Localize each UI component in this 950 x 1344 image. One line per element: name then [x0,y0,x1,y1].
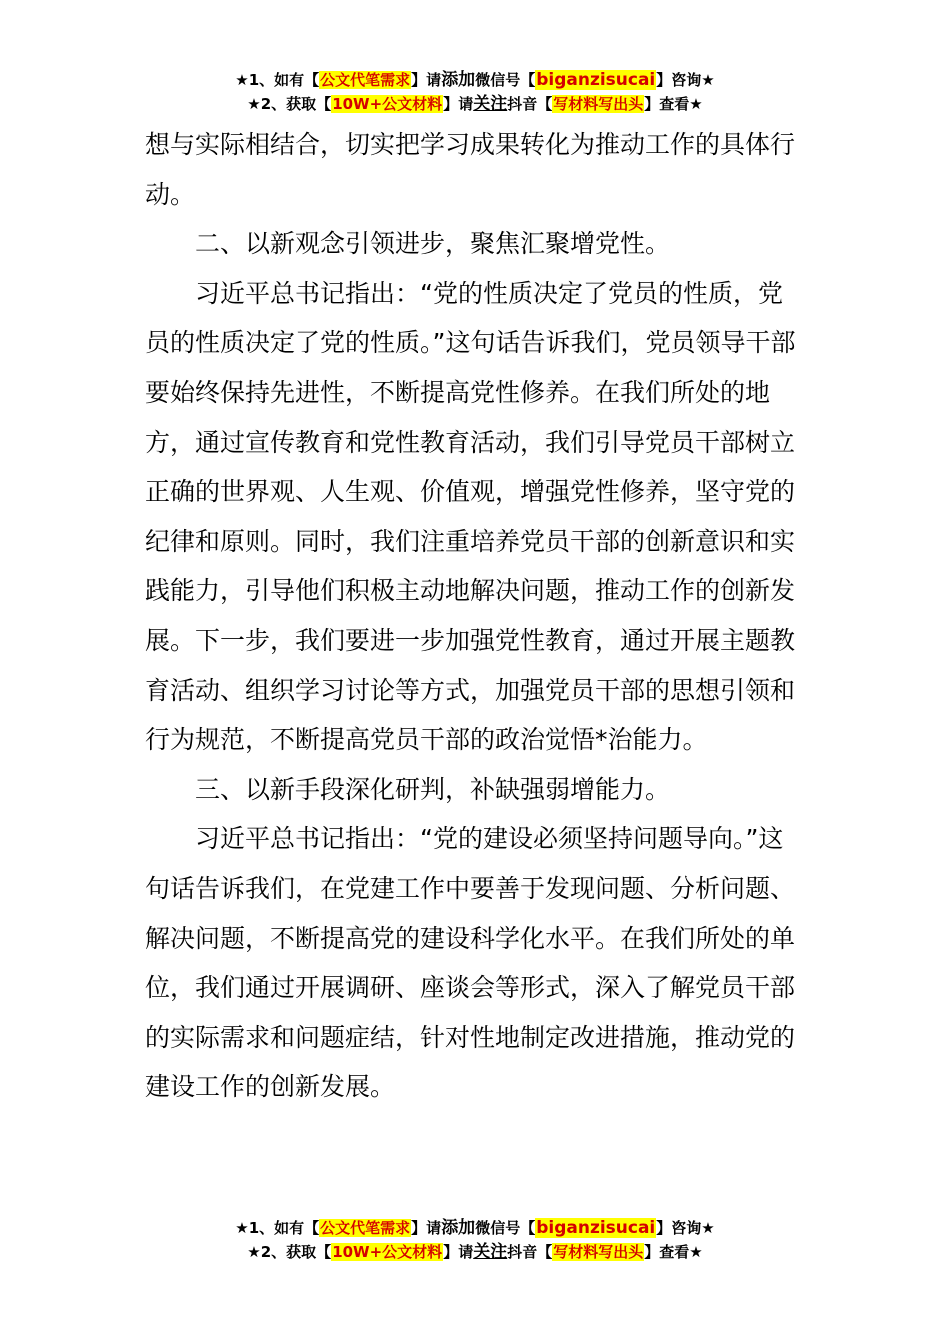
banner-line-1 [0,1216,950,1240]
banner-text: 1、如有【 [248,1219,320,1237]
banner-text: 】请 [443,1243,474,1261]
banner-bold-word: 关注 [473,94,508,114]
star-icon: ★ [701,1219,715,1237]
star-icon: ★ [247,1243,261,1261]
banner-text: 】请 [443,95,474,113]
highlight-service: 公文代笔需求 [320,1219,411,1237]
banner-text: 】查看 [644,1243,690,1261]
banner-text: 1、如有【 [248,71,320,89]
star-icon: ★ [235,1219,249,1237]
banner-text: 】请 [411,71,442,89]
highlight-materials: 10W+公文材料 [332,1243,443,1261]
banner-bold-word: 添加 [441,1218,476,1238]
header-banner [0,68,950,116]
document-body [145,120,805,1112]
banner-text: 抖音【 [507,1243,553,1261]
banner-text: 】请 [411,1219,442,1237]
banner-text: 】咨询 [656,71,702,89]
star-icon: ★ [701,71,715,89]
banner-line-2 [0,1240,950,1264]
highlight-douyin-account: 写材料写出头 [553,95,644,113]
highlight-wechat-id: biganzisucai [536,1218,656,1238]
highlight-service: 公文代笔需求 [320,71,411,89]
banner-bold-word: 添加 [441,70,476,90]
banner-text: 微信号【 [475,1219,536,1237]
banner-text: 微信号【 [475,71,536,89]
banner-text: 2、获取【 [260,1243,332,1261]
star-icon: ★ [235,71,249,89]
banner-text: 2、获取【 [260,95,332,113]
star-icon: ★ [689,1243,703,1261]
section-heading-3: 三、以新手段深化研判，补缺强弱增能力。 [195,774,671,804]
footer-banner [0,1216,950,1264]
highlight-materials: 10W+公文材料 [332,95,443,113]
banner-line-1 [0,68,950,92]
paragraph: 习近平总书记指出：“党的性质决定了党员的性质，党员的性质决定了党的性质。”这句话告诉我们，党员领导干部要始终保持先进性，不断提高党性修养。在我们所处的地方，通过宣传教育和党性教育活动，我们引导党员干部树立正确的世界观、人生观、价值观，增强党性修养，坚守党的纪律和原则。同时，我们注重培养党员干部的创新意识和实践能力，引导他们积极主动地解决问题，推动工作的创新发展。下一步，我们要进一步加强党性教育，通过开展主题教育活动、组织学习讨论等方式，加强党员干部的思想引领和行为规范，不断提高党员干部的政治觉悟*治能力。 [145,278,796,755]
highlight-douyin-account: 写材料写出头 [553,1243,644,1261]
star-icon: ★ [689,95,703,113]
section-heading-2: 二、以新观念引领进步，聚焦汇聚增党性。 [195,229,671,259]
banner-bold-word: 关注 [473,1242,508,1262]
banner-text: 抖音【 [507,95,553,113]
paragraph-continuation: 想与实际相结合，切实把学习成果转化为推动工作的具体行动。 [145,130,796,209]
banner-line-2 [0,92,950,116]
star-icon: ★ [247,95,261,113]
highlight-wechat-id: biganzisucai [536,70,656,90]
banner-text: 】查看 [644,95,690,113]
banner-text: 】咨询 [656,1219,702,1237]
paragraph: 习近平总书记指出：“党的建设必须坚持问题导向。”这句话告诉我们，在党建工作中要善于发现问题、分析问题、解决问题，不断提高党的建设科学化水平。在我们所处的单位，我们通过开展调研、座谈会等形式，深入了解党员干部的实际需求和问题症结，针对性地制定改进措施，推动党的建设工作的创新发展。 [145,824,796,1102]
